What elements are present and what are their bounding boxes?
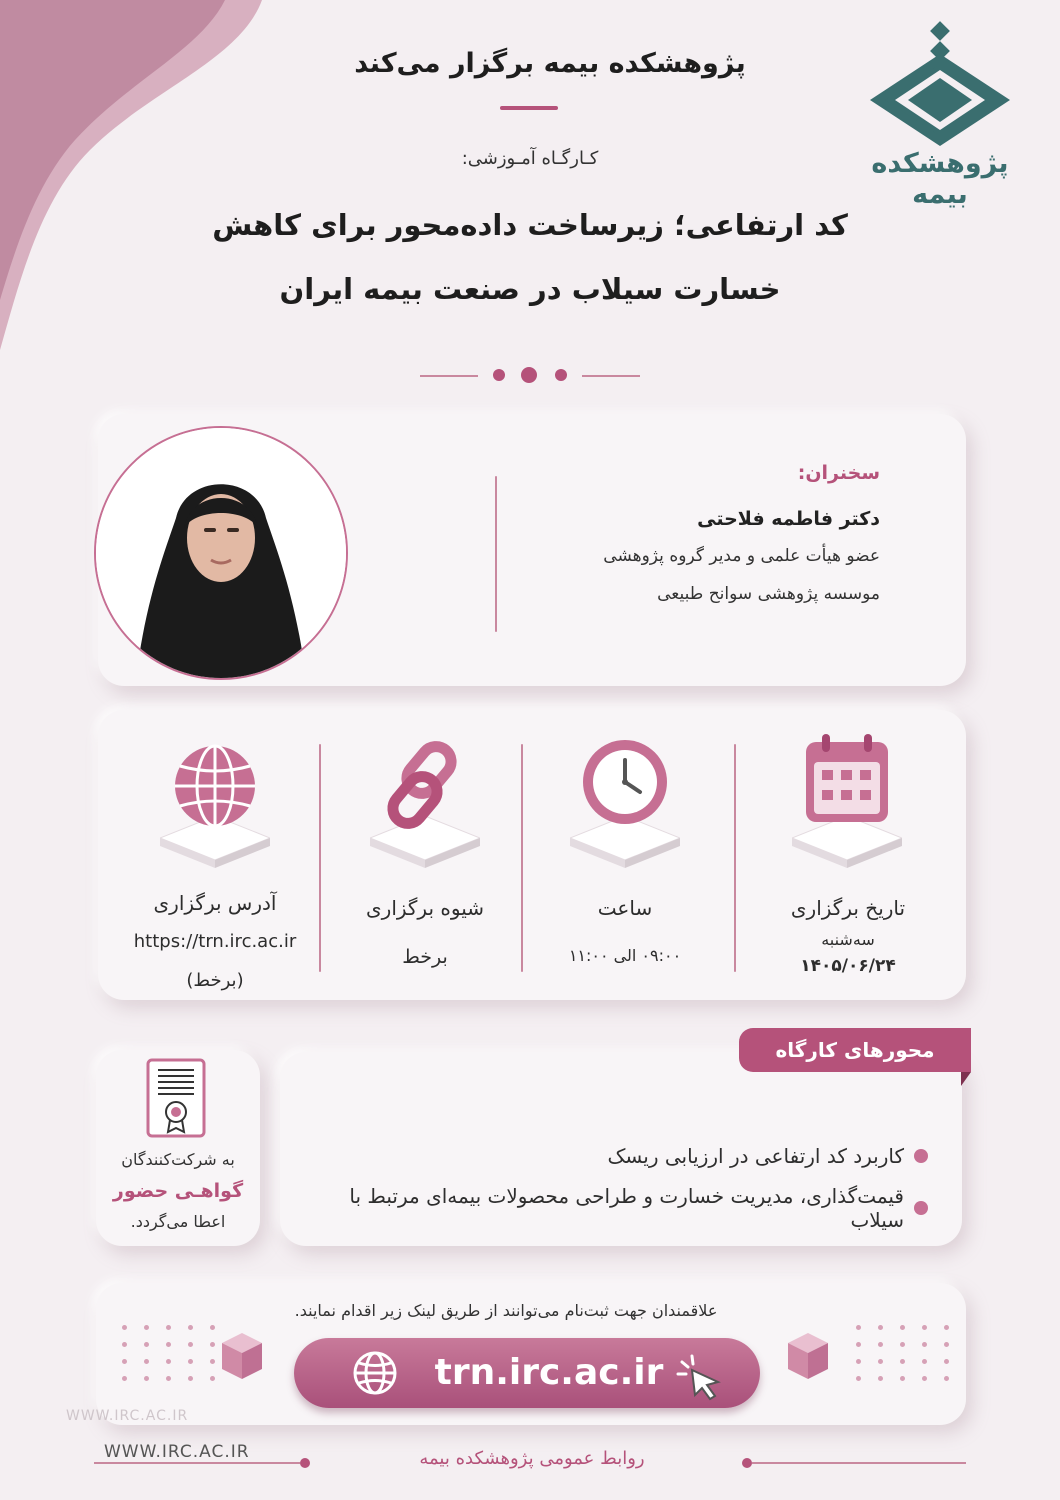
header-underline [500, 106, 558, 110]
footer-dot [742, 1458, 752, 1468]
detail-time [530, 728, 720, 988]
institute-logo [840, 20, 1040, 210]
time-value: ۰۹:۰۰ الی ۱۱:۰۰ [568, 946, 682, 965]
topics-heading-tab [739, 1028, 971, 1072]
topics-list [300, 1144, 928, 1232]
tab-fold [961, 1072, 971, 1086]
address-mode: (برخط) [186, 970, 244, 991]
details-card [98, 710, 966, 1000]
date-value: ۱۴۰۵/۰۶/۲۴ [800, 956, 896, 976]
address-url[interactable]: https://trn.irc.ac.ir [133, 931, 297, 952]
footer-dot [300, 1458, 310, 1468]
footer-website[interactable]: WWW.IRC.AC.IR [104, 1442, 250, 1462]
method-label: شیوه برگزاری [366, 896, 484, 920]
logo-diamond-icon [840, 20, 1040, 160]
topics-card [280, 1052, 962, 1246]
date-label: تاریخ برگزاری [790, 896, 906, 920]
detail-divider [319, 744, 321, 972]
certificate-highlight: گواهـی حضور [112, 1180, 244, 1202]
time-label: ساعت [597, 896, 653, 920]
detail-date [748, 728, 948, 988]
link-icon [370, 728, 480, 868]
cursor-click-icon [674, 1352, 724, 1402]
certificate-line1: به شرکت‌کنندگان [121, 1150, 235, 1169]
dots-pattern-left [122, 1325, 220, 1381]
dots-divider [420, 372, 640, 380]
topics-heading: محورهای کارگاه [775, 1038, 935, 1062]
register-link-button[interactable] [294, 1338, 760, 1408]
cube-icon [786, 1331, 830, 1381]
topic-text: کاربرد کد ارتفاعی در ارزیابی ریسک [607, 1144, 904, 1168]
cube-icon [220, 1331, 264, 1381]
speaker-org: موسسه پژوهشی سوانح طبیعی [657, 584, 880, 604]
detail-address [120, 728, 310, 991]
detail-method [330, 728, 520, 988]
footer-credit: روابط عمومی پژوهشکده بیمه [419, 1448, 645, 1469]
certificate-card [96, 1050, 260, 1246]
speaker-role: عضو هیأت علمی و مدیر گروه پژوهشی [603, 546, 880, 566]
address-label: آدرس برگزاری [153, 891, 277, 915]
workshop-title-line1: کد ارتفاعی؛ زیرساخت داده‌محور برای کاهش [212, 208, 848, 242]
logo-text: پژوهشکده بیمه [871, 148, 1009, 210]
certificate-icon [144, 1056, 208, 1140]
bullet-icon [914, 1201, 928, 1215]
certificate-line3: اعطا می‌گردد. [130, 1212, 226, 1231]
list-item [300, 1184, 928, 1232]
detail-divider [734, 744, 736, 972]
registration-card [96, 1283, 966, 1425]
footer-line-right [752, 1462, 966, 1464]
topic-text: قیمت‌گذاری، مدیریت خسارت و طراحی محصولات بیمه‌ای مرتبط با سیلاب [349, 1184, 904, 1232]
speaker-avatar-icon [96, 428, 346, 678]
clock-icon [570, 728, 680, 868]
bullet-icon [914, 1149, 928, 1163]
speaker-card [98, 414, 966, 686]
footer-line-left [94, 1462, 300, 1464]
list-item [300, 1144, 928, 1168]
globe-icon [352, 1350, 398, 1396]
detail-divider [521, 744, 523, 972]
speaker-heading: سخنران: [797, 462, 880, 484]
speaker-name: دکتر فاطمه فلاحتی [697, 508, 880, 530]
method-value: برخط [402, 946, 448, 968]
organizer-heading: پژوهشکده بیمه برگزار می‌کند [354, 48, 746, 79]
watermark: WWW.IRC.AC.IR [66, 1408, 189, 1424]
speaker-photo [94, 426, 348, 680]
calendar-icon [792, 728, 902, 868]
decorative-wave [0, 0, 320, 360]
workshop-label: کـارگـاه آمـوزشی: [461, 148, 599, 169]
date-day: سه‌شنبه [821, 930, 875, 949]
workshop-title-line2: خسارت سیلاب در صنعت بیمه ایران [279, 272, 781, 306]
registration-note: علاقمندان جهت ثبت‌نام می‌توانند از طریق لینک زیر اقدام نمایند. [294, 1301, 718, 1320]
globe-icon [160, 728, 270, 868]
dots-pattern-right [856, 1325, 954, 1381]
register-link-text[interactable]: trn.irc.ac.ir [434, 1352, 664, 1393]
